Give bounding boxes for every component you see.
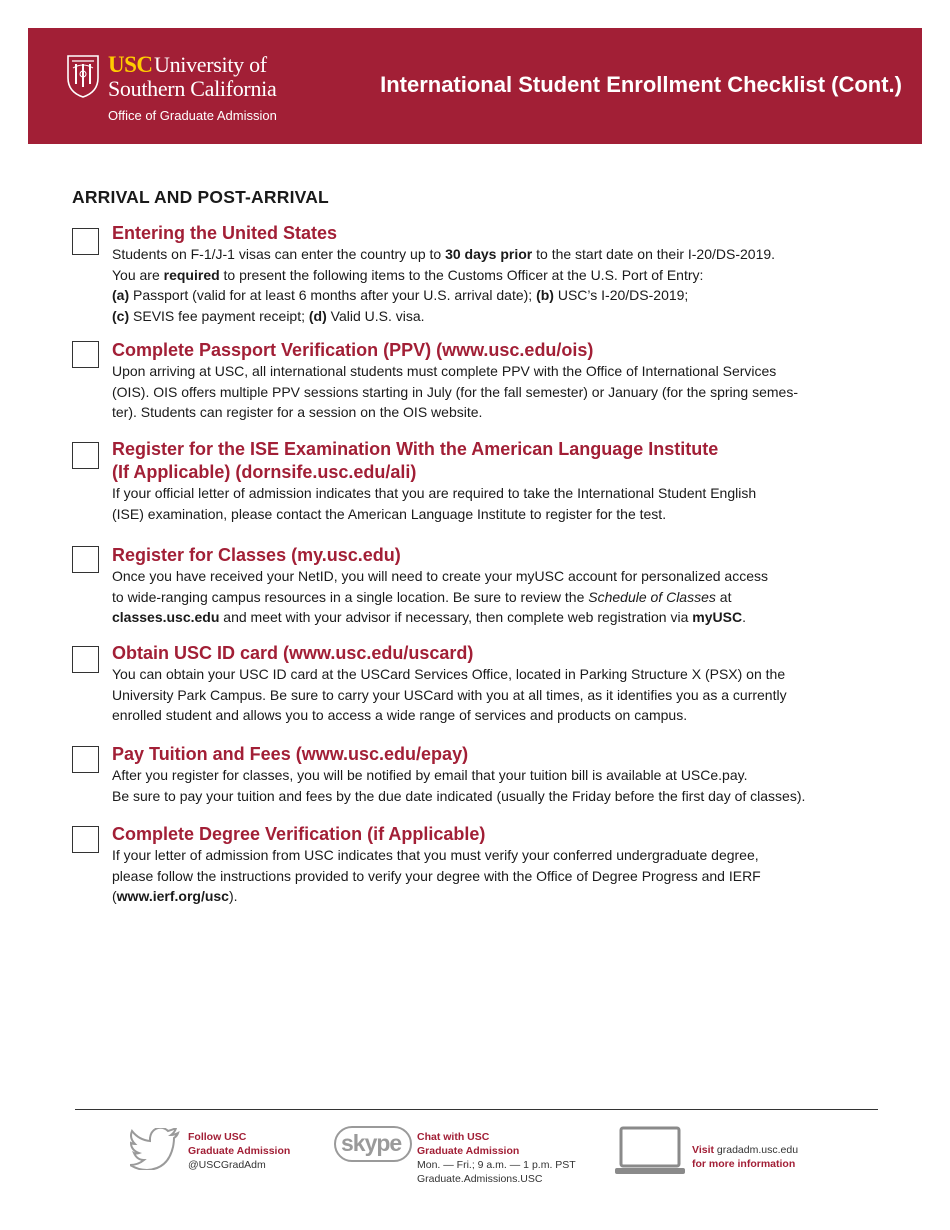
logo-usc-text: USC — [108, 52, 153, 77]
logo-office: Office of Graduate Admission — [108, 108, 277, 123]
item-title: Pay Tuition and Fees (www.usc.edu/epay) — [112, 744, 469, 764]
usc-logo[interactable] — [64, 50, 304, 130]
checkbox[interactable] — [72, 228, 99, 255]
footer-twitter[interactable]: Follow USC Graduate Admission @USCGradAdm — [188, 1131, 291, 1171]
checkbox[interactable] — [72, 442, 99, 469]
page-title: International Student Enrollment Checklist (Cont.) — [380, 72, 902, 97]
item-body: If your letter of admission from USC indicates that you must verify your conferred undergraduate degree, please follow the instructions provided to verify your degree with the Office of Degree Progress and IERF (www.ierf.org/usc). — [112, 847, 761, 905]
footer-skype[interactable]: Chat with USC Graduate Admission Mon. — Fri.; 9 a.m. — 1 p.m. PST Graduate.Admissions.USC — [417, 1131, 576, 1185]
item-body: After you register for classes, you will be notified by email that your tuition bill is available at USCe.pay. Be sure to pay your tuition and fees by the due date indicated (usually the Friday before the first day of classes). — [112, 767, 806, 804]
checkbox[interactable] — [72, 341, 99, 368]
checkbox[interactable] — [72, 546, 99, 573]
item-title: Register for Classes (my.usc.edu) — [112, 545, 401, 565]
item-body: Upon arriving at USC, all international students must complete PPV with the Office of International Services (OIS). OIS offers multiple PPV sessions starting in July (for the fall semester) or January (for the spring semes- ter). Students can register for a session on the OIS website. — [112, 363, 798, 421]
logo-university-of: University of — [154, 52, 267, 77]
footer-divider — [75, 1109, 878, 1110]
item-title-line-1: Register for the ISE Examination With the American Language Institute — [112, 439, 719, 459]
header-banner — [28, 28, 922, 144]
usc-seal-icon — [64, 52, 102, 98]
skype-logo-icon[interactable]: skype — [334, 1126, 412, 1164]
twitter-bird-icon[interactable] — [130, 1128, 180, 1170]
item-body: If your official letter of admission indicates that you are required to take the International Student English (ISE) examination, please contact the American Language Institute to register for the test. — [112, 485, 757, 522]
checkbox[interactable] — [72, 646, 99, 673]
logo-southern-california: Southern California — [108, 76, 277, 101]
footer-website[interactable]: Visit gradadm.usc.edu for more information — [692, 1144, 799, 1170]
laptop-icon — [614, 1126, 686, 1176]
item-title: Entering the United States — [112, 223, 338, 243]
item-body: You can obtain your USC ID card at the USCard Services Office, located in Parking Structure X (PSX) on the University Park Campus. Be sure to carry your USCard with you at all times, as it identifies you as a currently enrolled student and allows you to access a wide range of services and products on campus. — [112, 666, 787, 724]
item-title: Obtain USC ID card (www.usc.edu/uscard) — [112, 643, 474, 663]
item-title-line-2: (If Applicable) (dornsife.usc.edu/ali) — [112, 462, 417, 482]
section-title: ARRIVAL AND POST-ARRIVAL — [72, 187, 329, 207]
item-body: Once you have received your NetID, you will need to create your myUSC account for personalized access to wide-ranging campus resources in a single location. Be sure to review the Schedule of Classes at classes.usc.edu and meet with your advisor if necessary, then complete web registration via myUSC. — [112, 568, 768, 626]
checkbox[interactable] — [72, 826, 99, 853]
item-title: Complete Degree Verification (if Applicable) — [112, 824, 486, 844]
item-title: Complete Passport Verification (PPV) (www.usc.edu/ois) — [112, 340, 594, 360]
checkbox[interactable] — [72, 746, 99, 773]
item-body: Students on F-1/J-1 visas can enter the country up to 30 days prior to the start date on their I-20/DS-2019. You are required to present the following items to the Customs Officer at the U.S. Port of Entry: (a) Passport (valid for at least 6 months after your U.S. arrival date); (b) USC’s I-20/DS-2019; (c) SEVIS fee payment receipt; (d) Valid U.S. visa. — [112, 246, 776, 325]
